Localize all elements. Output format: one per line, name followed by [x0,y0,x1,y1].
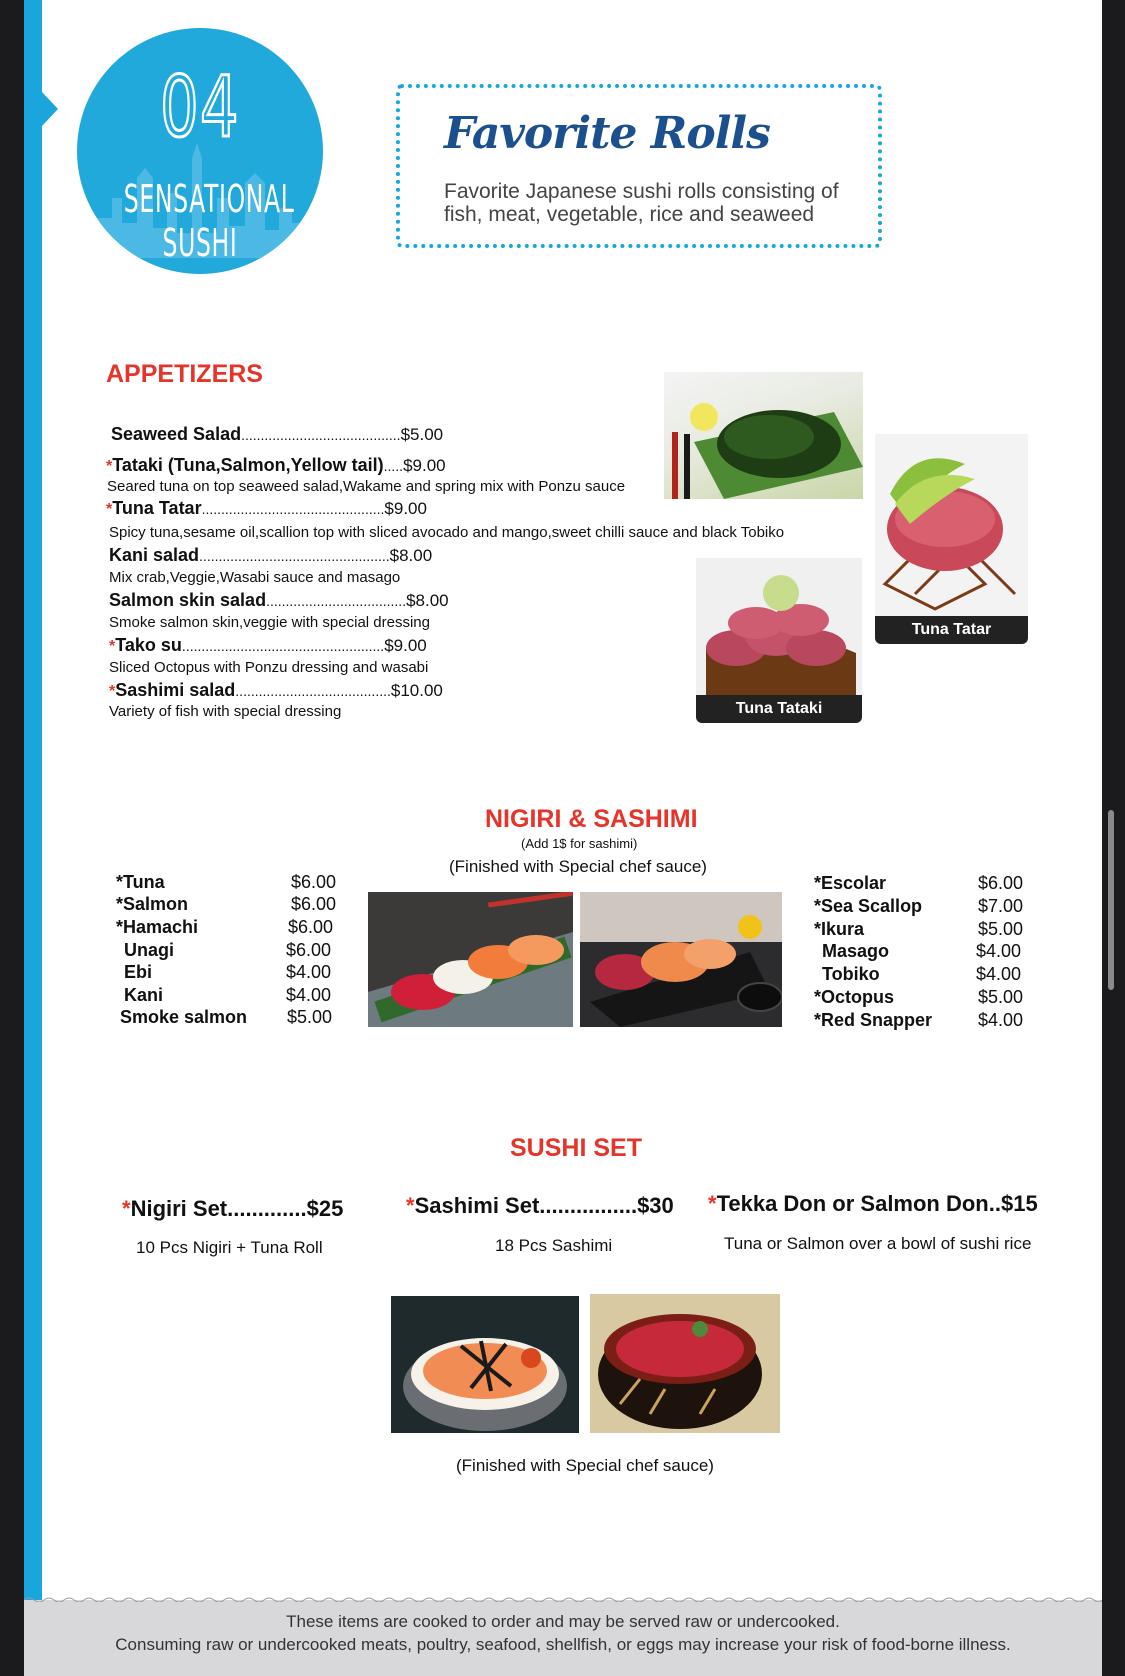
item-description: Sliced Octopus with Ponzu dressing and wasabi [109,659,429,676]
item-price: $9.00 [384,499,427,518]
item-price: $10.00 [390,681,443,700]
set-description: 10 Pcs Nigiri + Tuna Roll [136,1238,323,1257]
item-price: $8.00 [406,591,449,610]
scrollbar-thumb[interactable] [1108,810,1114,990]
menu-page: 04 SENSATIONAL SUSHI Favorite Rolls Favorite Japanese sushi rolls consisting of fish, meat, vegetable, rice and seaweed APPETIZERS Seaweed Salad.........................................$5.00 *Tataki (Tuna,Salmon,Yellow tail).....$9.00 Seared tuna on top seaweed salad,Wakame and spring mix with Ponzu sauce *Tuna Tatar...............................................$9.00 Spicy tuna,sesame oil,scallion top with sliced avocado and mango,sweet chilli sauce and black Tobiko Kani salad.................................................$8.00 Mix crab,Veggie,Wasabi sauce and masago Salmon skin salad....................................$8.00 Smoke salmon skin,veggie with special dressing *Tako su....................................................$9.00 Sliced Octopus with Ponzu dressing and wasabi *Sashimi salad........................................$10.00 Variety of fish with special dressing Tuna Tatar Tuna Tataki NIGIRI & SASHIMI (Add 1$ for sashimi) (Finished with Special chef sauce) *Tuna $6.00 *Salmon $6.00 *Hamachi $6.00 Unagi $6.00 Ebi $4.00 Kani $4.00 Smoke salmon $5.00 *Escolar $6.00 *Sea Scallop $7.00 *Ikura $5.00 Masago $4.00 Tobiko $4.00 *Octopus $5.00 *Red Snapper $4.00 SUSHI SET *Nigiri Set.............$25 10 Pcs Nigiri + Tuna Roll *Sashimi Set................$30 18 Pcs Sashimi *Tekka Don or Salmon Don..$15 Tuna or Salmon over a bowl of sushi rice (Finished with Special chef sauce) These items are cooked to order and may be served raw or undercooked. Consuming raw or undercooked meats, poultry, seafood, shellfish, or eggs may increase your risk of food-borne illness. [24,0,1102,1676]
item-description: Smoke salmon skin,veggie with special dressing [109,614,430,631]
footer-line-1: These items are cooked to order and may be served raw or undercooked. [286,1612,840,1631]
tekka-don-photo [590,1294,780,1433]
section-badge [77,28,323,274]
chef-sauce-note-bottom: (Finished with Special chef sauce) [456,1456,714,1475]
item-name: Tako su [115,635,182,655]
menu-item: Seaweed Salad.........................................$5.00 [111,424,444,444]
header-box [396,84,882,248]
tuna-tataki-caption: Tuna Tataki [696,695,862,723]
item-name: Kani salad [109,545,200,565]
item-name: Salmon skin salad [109,590,267,610]
item-price: $9.00 [384,636,427,655]
set-title: *Nigiri Set.............$25 [122,1196,344,1221]
page-description: Favorite Japanese sushi rolls consisting of fish, meat, vegetable, rice and seaweed [444,180,839,226]
item-name: Seaweed Salad [111,424,242,444]
salmon-don-photo [391,1296,579,1433]
menu-item: *Tako su....................................................$9.00 [109,635,427,655]
menu-item: *Tuna Tatar...............................................$9.00 [106,498,427,518]
item-name: Tuna Tatar [112,498,202,518]
nigiri-photo [368,892,573,1027]
badge-label-line1: SENSATIONAL [123,177,295,221]
item-description: Spicy tuna,sesame oil,scallion top with sliced avocado and mango,sweet chilli sauce and black Tobiko [109,524,785,541]
menu-item: *Tataki (Tuna,Salmon,Yellow tail).....$9.00 [106,455,446,475]
item-description: Mix crab,Veggie,Wasabi sauce and masago [109,569,401,586]
page-title: Favorite Rolls [444,108,770,159]
tuna-tataki-photo [696,558,862,696]
menu-item: Kani salad.................................................$8.00 [109,545,433,565]
section-number: 04 [160,58,240,156]
item-description: Variety of fish with special dressing [109,703,342,720]
badge-label-line2: SUSHI [162,221,238,265]
footer-line-2: Consuming raw or undercooked meats, poultry, seafood, shellfish, or eggs may increase your risk of food-borne illness. [115,1635,1011,1654]
wave-divider-icon [24,1596,1102,1602]
menu-item: *Sashimi salad........................................$10.00 [109,680,443,700]
item-name: Sashimi salad [115,680,236,700]
item-price: $5.00 [400,425,444,444]
item-name: Tataki (Tuna,Salmon,Yellow tail) [112,455,384,475]
sashimi-surcharge-note: (Add 1$ for sashimi) [521,836,638,851]
set-title: *Tekka Don or Salmon Don..$15 [708,1191,1038,1216]
sashimi-photo [580,892,782,1027]
sushi-set-heading: SUSHI SET [510,1134,642,1162]
set-title: *Sashimi Set................$30 [406,1193,674,1218]
left-accent-strip [24,0,42,1600]
item-description: Seared tuna on top seaweed salad,Wakame and spring mix with Ponzu sauce [107,478,626,495]
set-description: 18 Pcs Sashimi [495,1236,613,1255]
tuna-tatar-photo [875,434,1028,618]
accent-notch [42,92,58,126]
tuna-tatar-caption: Tuna Tatar [875,616,1028,644]
chef-sauce-note: (Finished with Special chef sauce) [449,857,707,876]
appetizers-heading: APPETIZERS [106,360,263,388]
allergen-footer [24,1600,1102,1676]
menu-item: Salmon skin salad....................................$8.00 [109,590,449,610]
set-description: Tuna or Salmon over a bowl of sushi rice [724,1234,1032,1253]
nigiri-sashimi-heading: NIGIRI & SASHIMI [485,805,698,833]
seaweed-salad-photo [664,372,863,499]
item-price: $8.00 [389,546,433,565]
item-price: $9.00 [403,456,446,475]
